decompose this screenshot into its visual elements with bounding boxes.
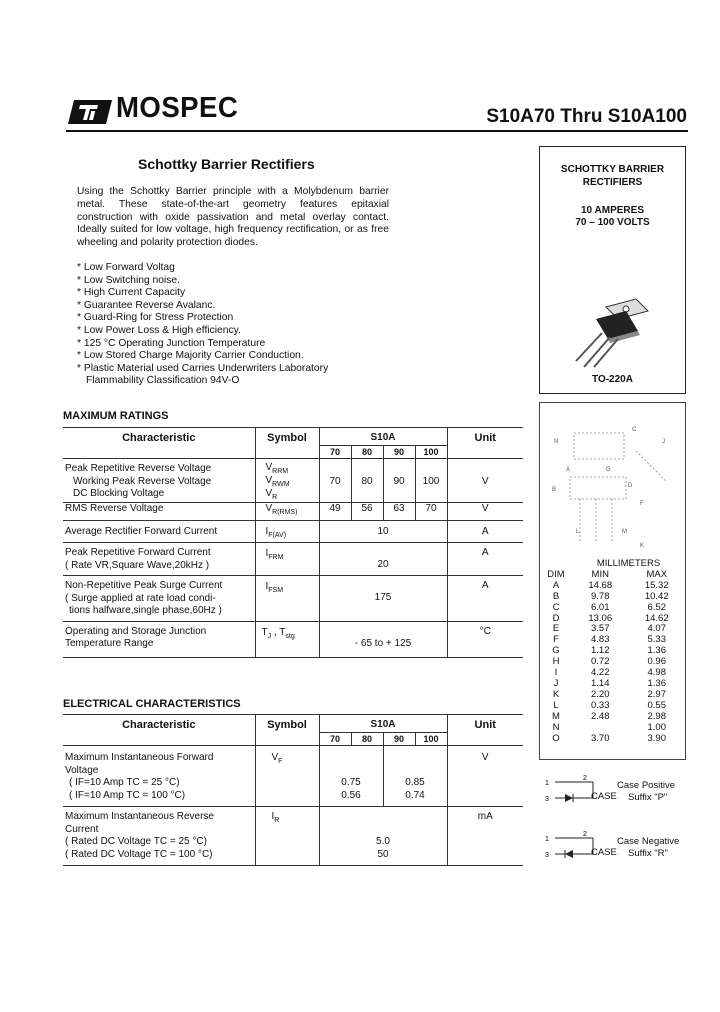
case-positive-suffix: Suffix "P" <box>628 792 668 803</box>
cell-value: 100 <box>415 459 447 503</box>
svg-text:L: L <box>576 529 580 535</box>
cell-value: 49 <box>319 503 351 521</box>
svg-text:2: 2 <box>583 775 587 782</box>
feature-item: * 125 °C Operating Junction Temperature <box>77 337 266 349</box>
svg-text:G: G <box>606 467 611 473</box>
variant-90: 90 <box>383 445 415 459</box>
dim-letter: N <box>552 721 560 733</box>
dim-max: 2.97 <box>647 688 666 700</box>
dim-min <box>572 723 628 734</box>
cell-unit: mA <box>477 811 493 822</box>
vf-70-80: 0.75 0.56 <box>319 746 383 807</box>
variant-90: 90 <box>383 732 415 746</box>
cell-unit: A <box>481 547 489 558</box>
dim-letter: O <box>552 732 560 744</box>
dim-letter: D <box>552 612 560 624</box>
col-s10a: S10A <box>319 715 447 733</box>
dim-max: 3.90 <box>647 732 666 744</box>
dim-max: 6.52 <box>647 601 666 613</box>
case-negative-label: Case Negative <box>617 836 680 847</box>
dim-min: 0.72 <box>590 656 610 668</box>
header-rule <box>66 130 688 132</box>
variant-100: 100 <box>415 445 447 459</box>
feature-item: * High Current Capacity <box>77 287 186 299</box>
ir-values: 5.0 50 <box>319 807 447 866</box>
dim-min: 3.70 <box>590 732 610 744</box>
svg-text:J: J <box>662 439 665 445</box>
svg-text:3: 3 <box>545 852 549 859</box>
cell-value: 20 <box>319 543 447 576</box>
dim-letter: K <box>552 688 560 700</box>
col-s10a: S10A <box>319 428 447 446</box>
dim-max: 5.33 <box>647 634 666 646</box>
dim-letter: E <box>552 623 560 635</box>
dim-max: 1.36 <box>647 645 666 657</box>
col-symbol: Symbol <box>255 428 319 446</box>
package-label: TO-220A <box>592 374 633 385</box>
to220-package-icon <box>566 297 666 369</box>
variant-70: 70 <box>319 445 351 459</box>
dim-min: 2.20 <box>590 688 610 700</box>
dim-min: 6.01 <box>590 601 610 613</box>
dimension-row <box>540 712 685 723</box>
col-characteristic: Characteristic <box>63 715 255 733</box>
dimension-box <box>539 402 686 760</box>
svg-text:A: A <box>566 467 571 473</box>
char-junction-temp: Operating and Storage Junction Temperature Range <box>63 621 255 657</box>
feature-item: * Guarantee Reverse Avalanc. <box>77 299 216 311</box>
dim-letter: H <box>552 656 560 668</box>
variant-80: 80 <box>351 732 383 746</box>
summary-line2: RECTIFIERS <box>582 177 643 188</box>
variant-70: 70 <box>319 732 351 746</box>
cell-unit: °C <box>479 625 491 637</box>
case-label-positive: CASE <box>591 791 617 802</box>
dim-max: 4.07 <box>647 623 666 635</box>
mm-header: MILLIMETERS <box>596 558 661 569</box>
cell-value: 80 <box>351 459 383 503</box>
dim-min: 3.57 <box>590 623 610 635</box>
dimension-row <box>540 592 685 603</box>
doc-subtitle: Schottky Barrier Rectifiers <box>138 156 315 172</box>
description: Using the Schottky Barrier principle with a Molybdenum barrier metal. These state-of-the-art geometry features epitaxial construction with oxide passivation and metal overlay contact. Ideally suited for low voltage, high frequency rectification, or as free wheeling and polarity protection diodes. <box>77 186 389 249</box>
feature-item: * Low Forward Voltag <box>77 262 175 273</box>
dim-col-header: DIM <box>547 568 565 580</box>
cell-unit: V <box>481 503 489 514</box>
sym-vf: $V_F$ <box>255 746 319 807</box>
cell-unit: V <box>481 752 489 763</box>
dim-min: 1.14 <box>590 677 610 689</box>
mospec-logo-icon <box>68 100 112 124</box>
dim-letter: I <box>554 667 558 679</box>
cell-value: 175 <box>319 576 447 622</box>
svg-text:N: N <box>554 439 559 445</box>
part-number: S10A70 Thru S10A100 <box>486 106 687 127</box>
svg-text:1: 1 <box>545 780 549 787</box>
dim-max: 10.42 <box>644 590 669 602</box>
dim-max: 15.32 <box>644 579 669 591</box>
variant-100: 100 <box>415 732 447 746</box>
char-surge-current: Non-Repetitive Peak Surge Current ( Surge applied at rate load condi- tions halfware,single phase,60Hz ) <box>63 576 255 622</box>
product-summary-box <box>539 146 686 394</box>
dim-letter: F <box>553 634 559 646</box>
dim-min: 4.83 <box>590 634 610 646</box>
cell-value: 56 <box>351 503 383 521</box>
dim-min: 4.22 <box>590 667 610 679</box>
char-peak-reverse-voltage: Peak Repetitive Reverse Voltage Working Peak Reverse Voltage DC Blocking Voltage <box>63 459 255 503</box>
char-rms-voltage: RMS Reverse Voltage <box>63 503 255 521</box>
dim-letter: C <box>552 601 560 613</box>
dimension-row <box>540 603 685 614</box>
svg-text:M: M <box>622 529 627 535</box>
cell-value: 90 <box>383 459 415 503</box>
sym-ir: $I_R$ <box>255 807 319 866</box>
svg-text:K: K <box>640 543 645 549</box>
dim-max: 1.00 <box>647 721 666 733</box>
case-label-negative: CASE <box>591 847 617 858</box>
dim-max: 2.98 <box>647 710 666 722</box>
col-characteristic: Characteristic <box>63 428 255 446</box>
outline-drawing-icon <box>546 421 680 551</box>
dim-letter: G <box>552 645 560 657</box>
cell-unit: A <box>481 525 489 537</box>
feature-item: * Guard-Ring for Stress Protection <box>77 312 234 324</box>
dim-min: 2.48 <box>590 710 610 722</box>
vf-90-100: 0.85 0.74 <box>383 746 447 807</box>
case-negative-suffix: Suffix "R" <box>628 848 668 859</box>
cell-value: 10 <box>319 520 447 543</box>
dim-min: 1.12 <box>590 645 610 657</box>
dimension-row <box>540 723 685 734</box>
summary-line1: SCHOTTKY BARRIER <box>560 164 665 175</box>
configuration-box <box>539 766 686 870</box>
dimension-table <box>540 559 685 744</box>
dim-min: 0.33 <box>590 699 610 711</box>
cell-value: 63 <box>383 503 415 521</box>
dim-max: 1.36 <box>647 677 666 689</box>
svg-text:D: D <box>628 483 633 489</box>
char-reverse-current: Maximum Instantaneous Reverse Current ( Rated DC Voltage TC = 25 °C) ( Rated DC Voltage TC = 100 °C) <box>63 807 255 866</box>
sym-vrrm: $V_{RRM}$ $V_{RWM}$ $V_R$ <box>255 459 319 503</box>
summary-line4: 70 – 100 VOLTS <box>575 217 650 228</box>
feature-item: * Low Switching noise. <box>77 274 181 286</box>
feature-item: * Low Stored Charge Majority Carrier Conduction. <box>77 350 304 362</box>
summary-line3: 10 AMPERES <box>581 205 644 216</box>
svg-text:B: B <box>552 487 557 493</box>
max-col-header: MAX <box>646 568 668 580</box>
dimension-row <box>540 734 685 745</box>
dim-max: 14.62 <box>644 612 669 624</box>
char-forward-voltage: Maximum Instantaneous Forward Voltage ( IF=10 Amp TC = 25 °C) ( IF=10 Amp TC = 100 °C) <box>63 746 255 807</box>
cell-value: 70 <box>415 503 447 521</box>
sym-ifsm: $I_{FSM}$ <box>255 576 319 622</box>
elec-table <box>63 714 523 866</box>
svg-text:2: 2 <box>583 831 587 838</box>
variant-80: 80 <box>351 445 383 459</box>
cell-value: 70 <box>319 459 351 503</box>
svg-text:F: F <box>640 501 644 507</box>
dim-max: 4.98 <box>647 667 666 679</box>
sym-ifav: $I_{F(AV)}$ <box>255 520 319 543</box>
dim-letter: M <box>552 710 560 722</box>
dim-max: 0.55 <box>647 699 666 711</box>
cell-value: - 65 to + 125 <box>319 621 447 657</box>
feature-item: * Low Power Loss & High efficiency. <box>77 324 241 336</box>
elec-title: ELECTRICAL CHARACTERISTICS <box>63 698 241 710</box>
case-positive-label: Case Positive <box>617 780 676 791</box>
dim-max: 0.96 <box>647 656 666 668</box>
cell-unit: V <box>481 476 489 487</box>
dim-min: 14.68 <box>588 579 613 591</box>
col-unit: Unit <box>474 432 496 444</box>
min-col-header: MIN <box>591 568 609 580</box>
sym-ifrm: $I_{FRM}$ <box>255 543 319 576</box>
sym-tj-tstg: $T_J$ , $T_{stg}$ <box>255 621 319 657</box>
cell-unit: A <box>481 580 489 591</box>
brand-name: MOSPEC <box>116 92 239 124</box>
svg-text:1: 1 <box>545 836 549 843</box>
dim-min: 13.06 <box>588 612 613 624</box>
dim-letter: B <box>552 590 560 602</box>
col-unit: Unit <box>474 719 496 731</box>
dim-min: 9.78 <box>590 590 610 602</box>
char-avg-forward-current: Average Rectifier Forward Current <box>63 520 255 543</box>
feature-item: Flammability Classification 94V-O <box>86 375 240 387</box>
svg-text:C: C <box>632 427 637 433</box>
col-symbol: Symbol <box>255 715 319 733</box>
max-ratings-table <box>63 427 523 658</box>
dim-letter: L <box>553 699 559 711</box>
max-ratings-title: MAXIMUM RATINGS <box>63 410 169 422</box>
dim-letter: J <box>553 677 559 689</box>
svg-text:3: 3 <box>545 796 549 803</box>
char-peak-forward-current: Peak Repetitive Forward Current ( Rate VR,Square Wave,20kHz ) <box>63 543 255 576</box>
feature-list <box>77 262 377 388</box>
sym-vrms: $V_{R(RMS)}$ <box>255 503 319 521</box>
feature-item: * Plastic Material used Carries Underwriters Laboratory <box>77 362 329 374</box>
dim-letter: A <box>552 579 560 591</box>
